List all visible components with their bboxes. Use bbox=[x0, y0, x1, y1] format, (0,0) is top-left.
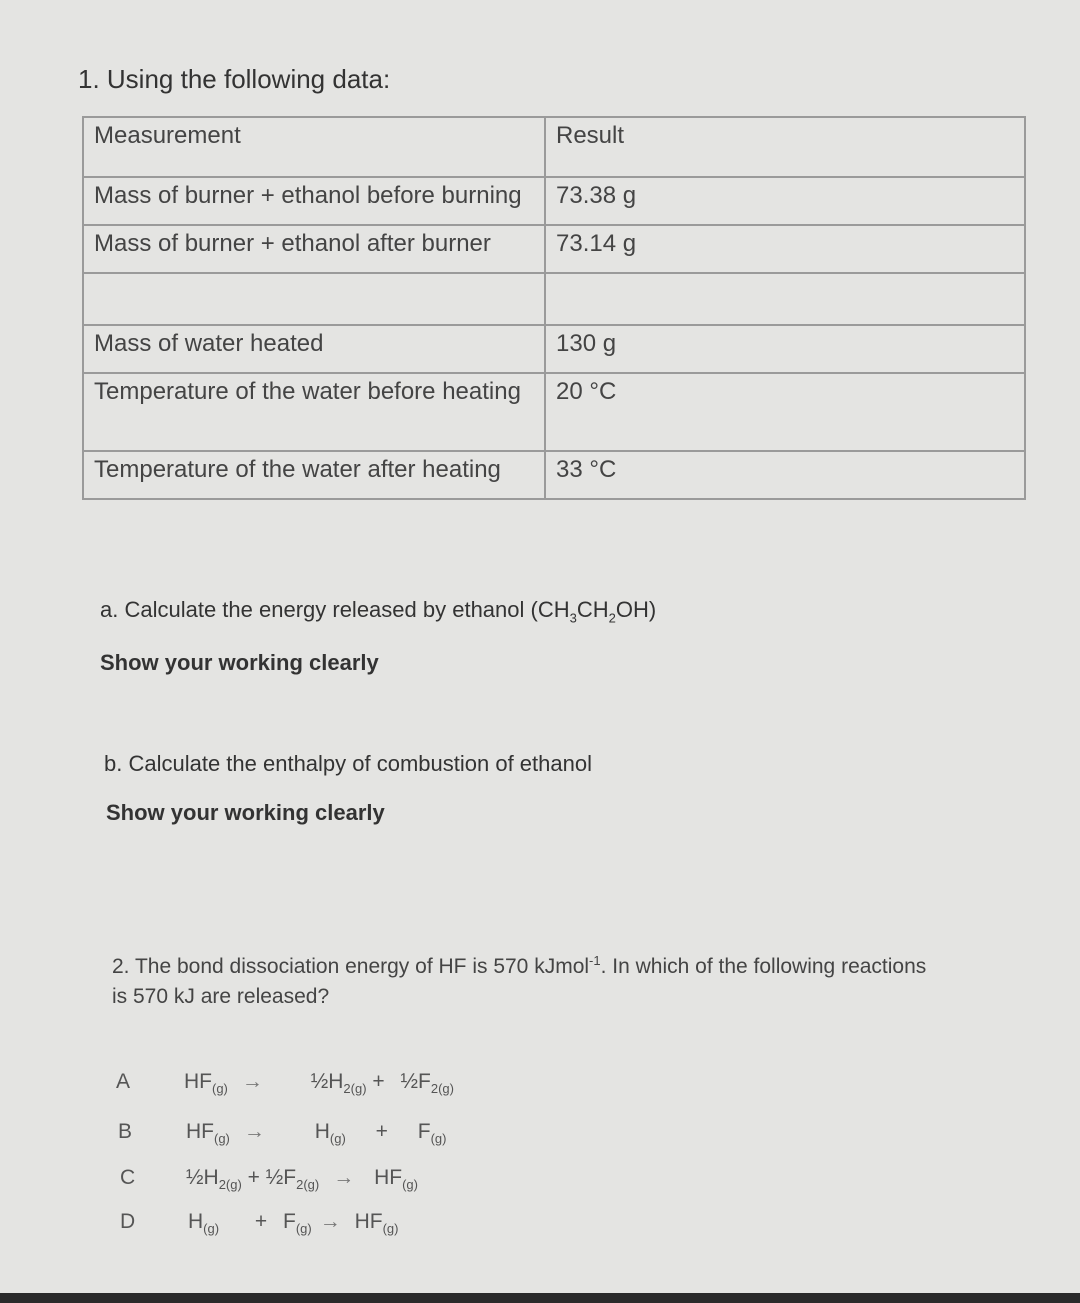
table-cell: 73.38 g bbox=[545, 177, 1025, 225]
table-cell: Mass of burner + ethanol after burner bbox=[83, 225, 545, 273]
table-row bbox=[83, 225, 1025, 273]
question2-text: 2. The bond dissociation energy of HF is 570 kJmol$^{-1}$. In which of the following reactions is 570 kJ are released? bbox=[112, 953, 927, 1008]
arrow-icon: → bbox=[319, 1210, 341, 1233]
table-header-measurement: Measurement bbox=[83, 117, 545, 177]
option-letter-b: B bbox=[118, 1120, 133, 1143]
table-cell: 130 g bbox=[545, 325, 1025, 373]
table-cell: Temperature of the water before heating bbox=[83, 373, 545, 451]
table-cell: Mass of water heated bbox=[83, 325, 545, 373]
option-a-equation: $HF_{(g)}$ → $\frac{1}{2}H_{2(g)}$ + $\frac{1}{2}F_{2(g)}$ bbox=[184, 1070, 454, 1097]
table-row bbox=[83, 325, 1025, 373]
measurement-table bbox=[82, 116, 1026, 500]
arrow-icon: → bbox=[241, 1070, 263, 1093]
table-cell: 33 °C bbox=[545, 451, 1025, 499]
part-b-question: b. Calculate the enthalpy of combustion of ethanol bbox=[104, 751, 592, 776]
option-letter-d: D bbox=[120, 1210, 136, 1233]
arrow-icon: → bbox=[243, 1120, 265, 1143]
option-d-equation: $H_{(g)} + F_{(g)} \to HF_{(g)}$ bbox=[188, 1210, 399, 1237]
table-cell: 73.14 g bbox=[545, 225, 1025, 273]
table-cell bbox=[83, 273, 545, 325]
table-cell bbox=[545, 273, 1025, 325]
part-b-instruction: Show your working clearly bbox=[106, 800, 385, 825]
arrow-icon: → bbox=[333, 1166, 355, 1189]
table-row bbox=[83, 273, 1025, 325]
table-row bbox=[83, 451, 1025, 499]
table-row bbox=[83, 177, 1025, 225]
part-a-question: a. Calculate the energy released by ethanol $(CH_3CH_2OH)$ bbox=[100, 597, 657, 626]
option-letter-a: A bbox=[116, 1070, 131, 1093]
table-cell: Mass of burner + ethanol before burning bbox=[83, 177, 545, 225]
option-letter-c: C bbox=[120, 1166, 136, 1189]
question1-title: 1. Using the following data: bbox=[78, 64, 391, 94]
part-a-instruction: Show your working clearly bbox=[100, 650, 379, 675]
table-cell: 20 °C bbox=[545, 373, 1025, 451]
table-cell: Temperature of the water after heating bbox=[83, 451, 545, 499]
option-b-equation: $HF_{(g)} \to H_{(g)} + F_{(g)}$ bbox=[186, 1120, 447, 1147]
table-row bbox=[83, 373, 1025, 451]
option-c-equation: $\frac{1}{2}H_{2(g)}$ + $\frac{1}{2}F_{2(g)} \to HF_{(g)}$ bbox=[186, 1166, 418, 1193]
table-header-result: Result bbox=[545, 117, 1025, 177]
screen-bezel bbox=[0, 1293, 1080, 1303]
